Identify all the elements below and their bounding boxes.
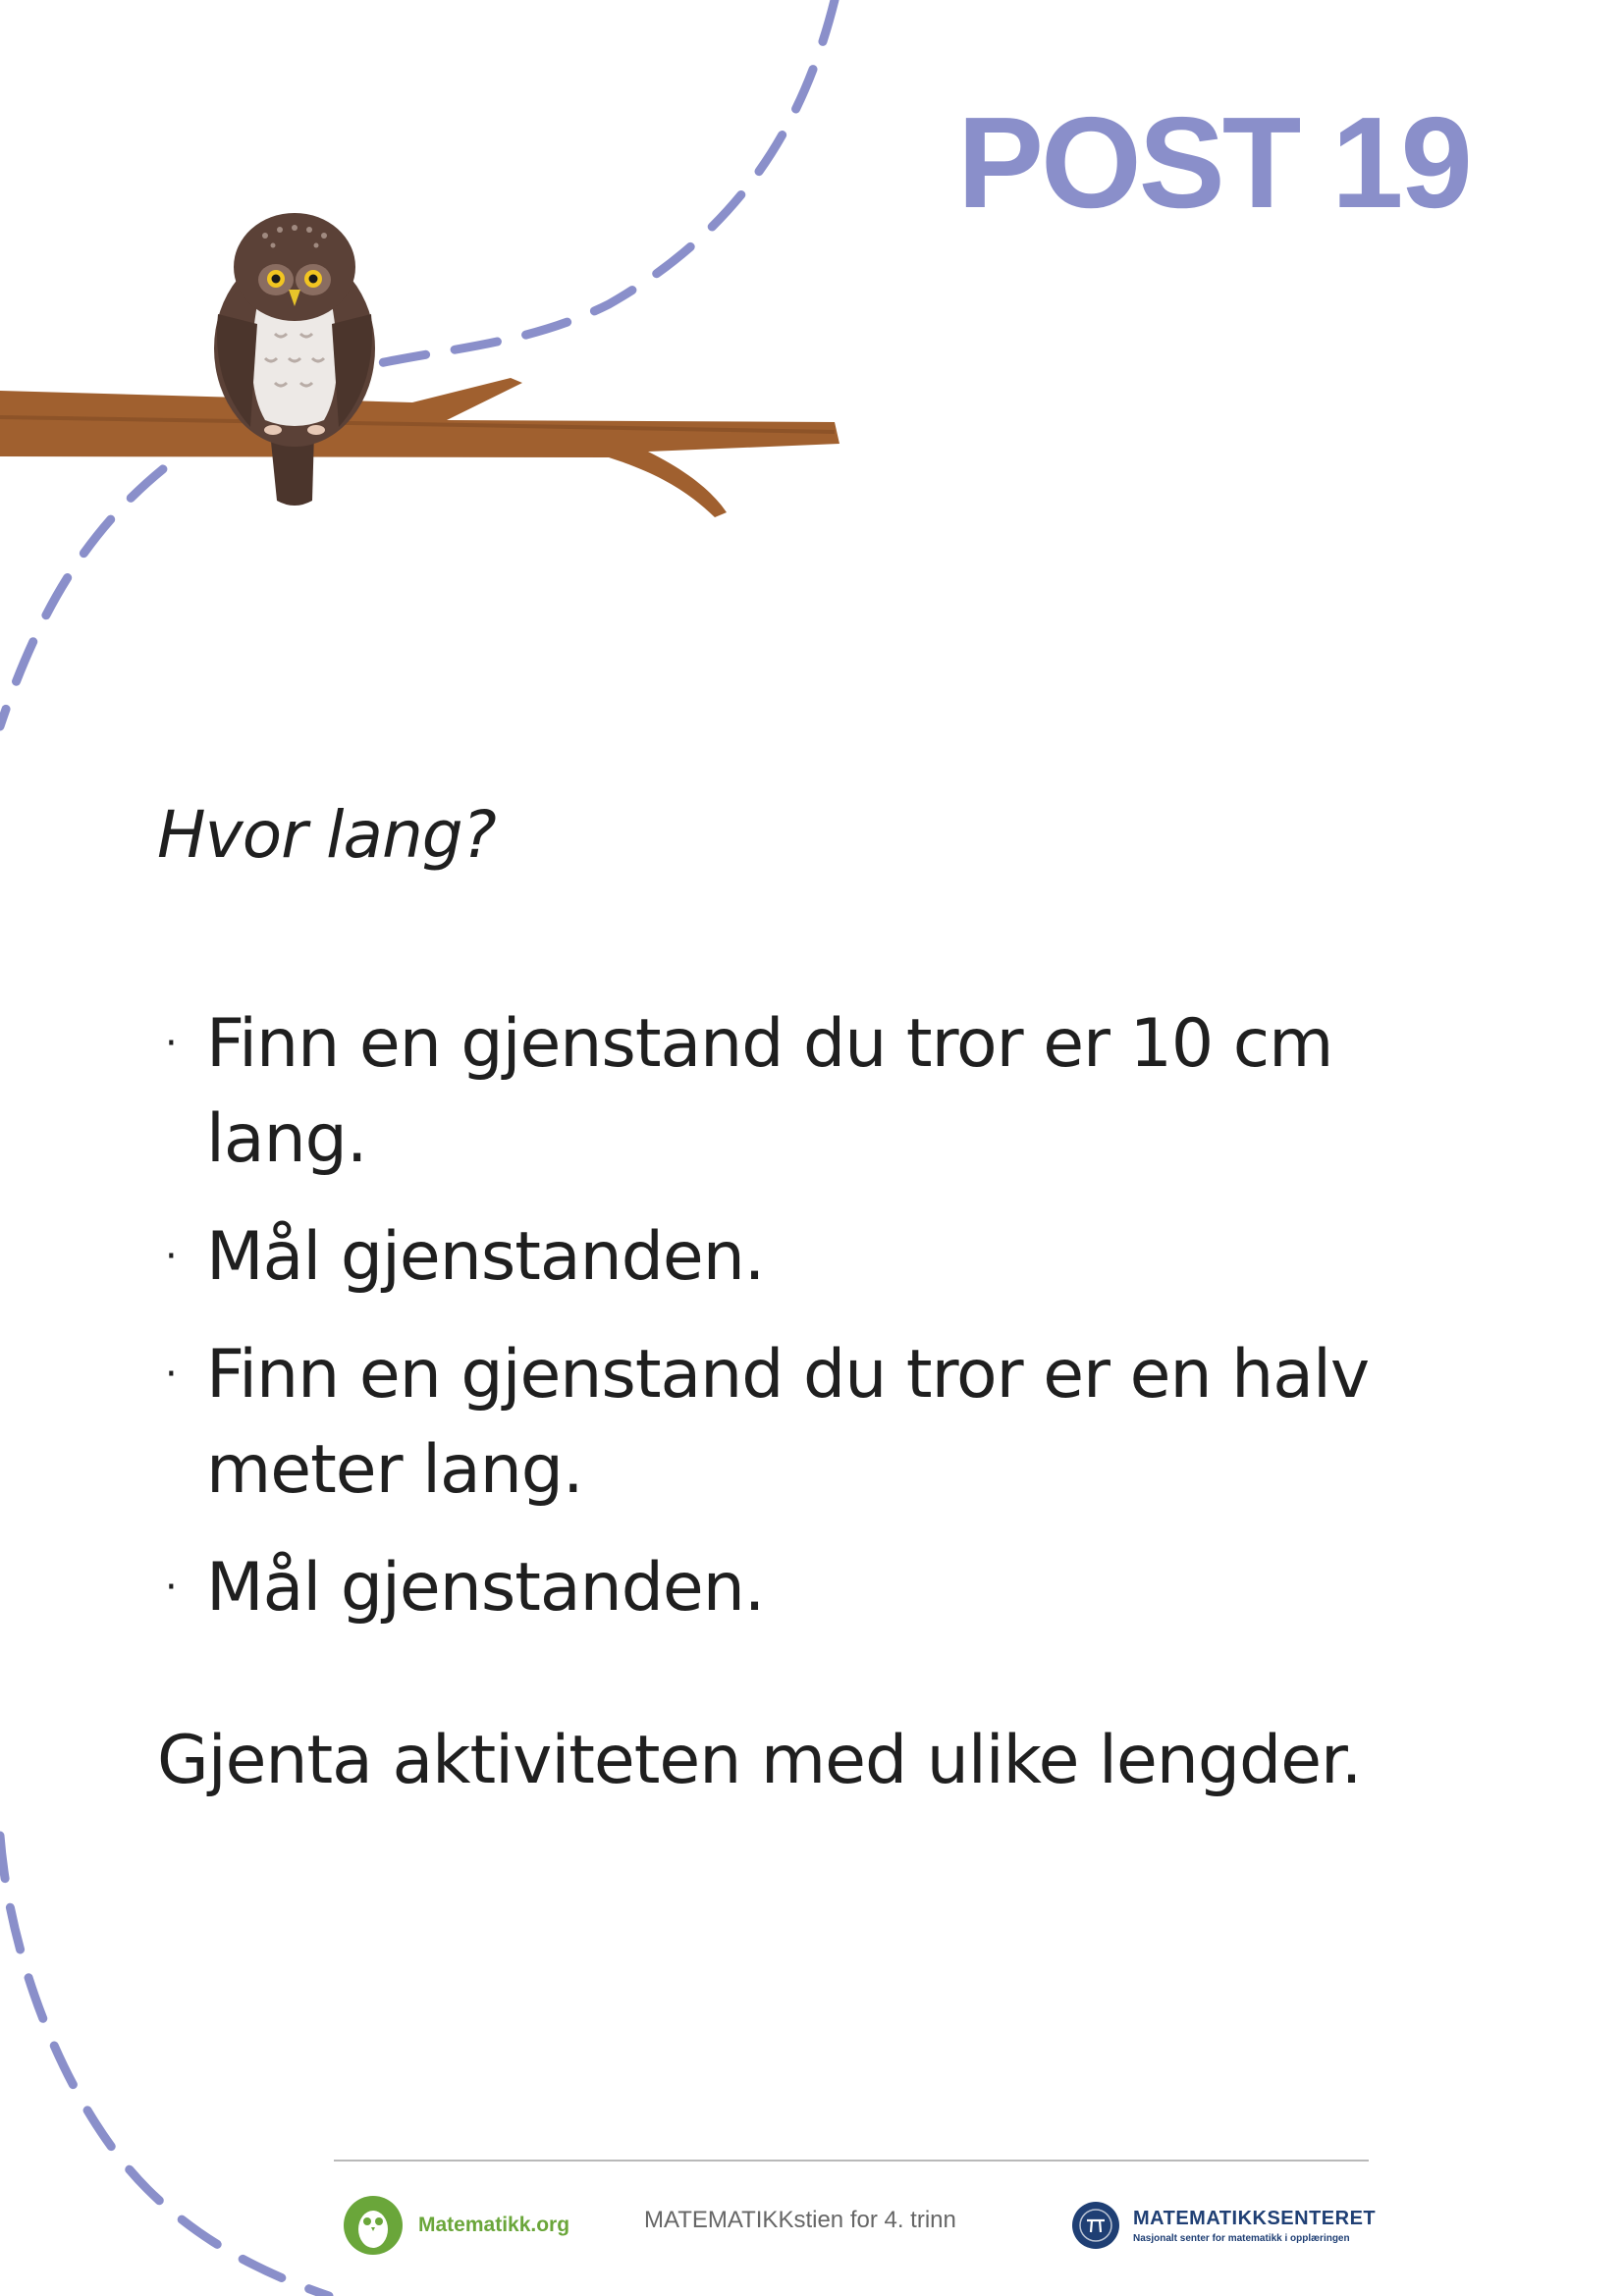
matematikksenteret-name: MATEMATIKKSENTERET [1133,2207,1377,2229]
task-item [157,1540,1394,1635]
task-item [157,1209,1394,1305]
branch-illustration [0,378,839,517]
matematikksenteret-logo [1070,2191,1376,2260]
bullet-icon: · [165,1021,177,1066]
owl-illustration [214,213,375,506]
matematikksenteret-subtitle: Nasjonalt senter for matematikk i opplæringen [1133,2232,1350,2244]
bullet-icon: · [165,1234,177,1279]
matematikk-org-logo [342,2191,569,2260]
bullet-icon: · [165,1565,177,1610]
task-item [157,1327,1394,1518]
pi-circle-logo-icon [1070,2200,1121,2251]
task-text: Finn en gjenstand du tror er en halv meter lang. [206,1336,1370,1509]
task-text: Finn en gjenstand du tror er 10 cm lang. [206,1005,1333,1178]
post-title: POST 19 [957,90,1470,235]
owl-logo-icon [342,2194,405,2257]
task-list [157,996,1394,1658]
matematikk-org-text: Matematikk.org [418,2214,570,2236]
closing-text: Gjenta aktiviteten med ulike lengder. [157,1722,1362,1799]
dashed-path-bottom [0,1836,329,2296]
dashed-path-top [0,0,835,726]
footer-divider [334,2160,1369,2162]
task-text: Mål gjenstanden. [206,1218,765,1296]
task-item [157,996,1394,1187]
task-text: Mål gjenstanden. [206,1549,765,1627]
footer-caption: MATEMATIKKstien for 4. trinn [644,2207,956,2233]
question-heading: Hvor lang? [157,797,496,873]
bullet-icon: · [165,1352,177,1397]
